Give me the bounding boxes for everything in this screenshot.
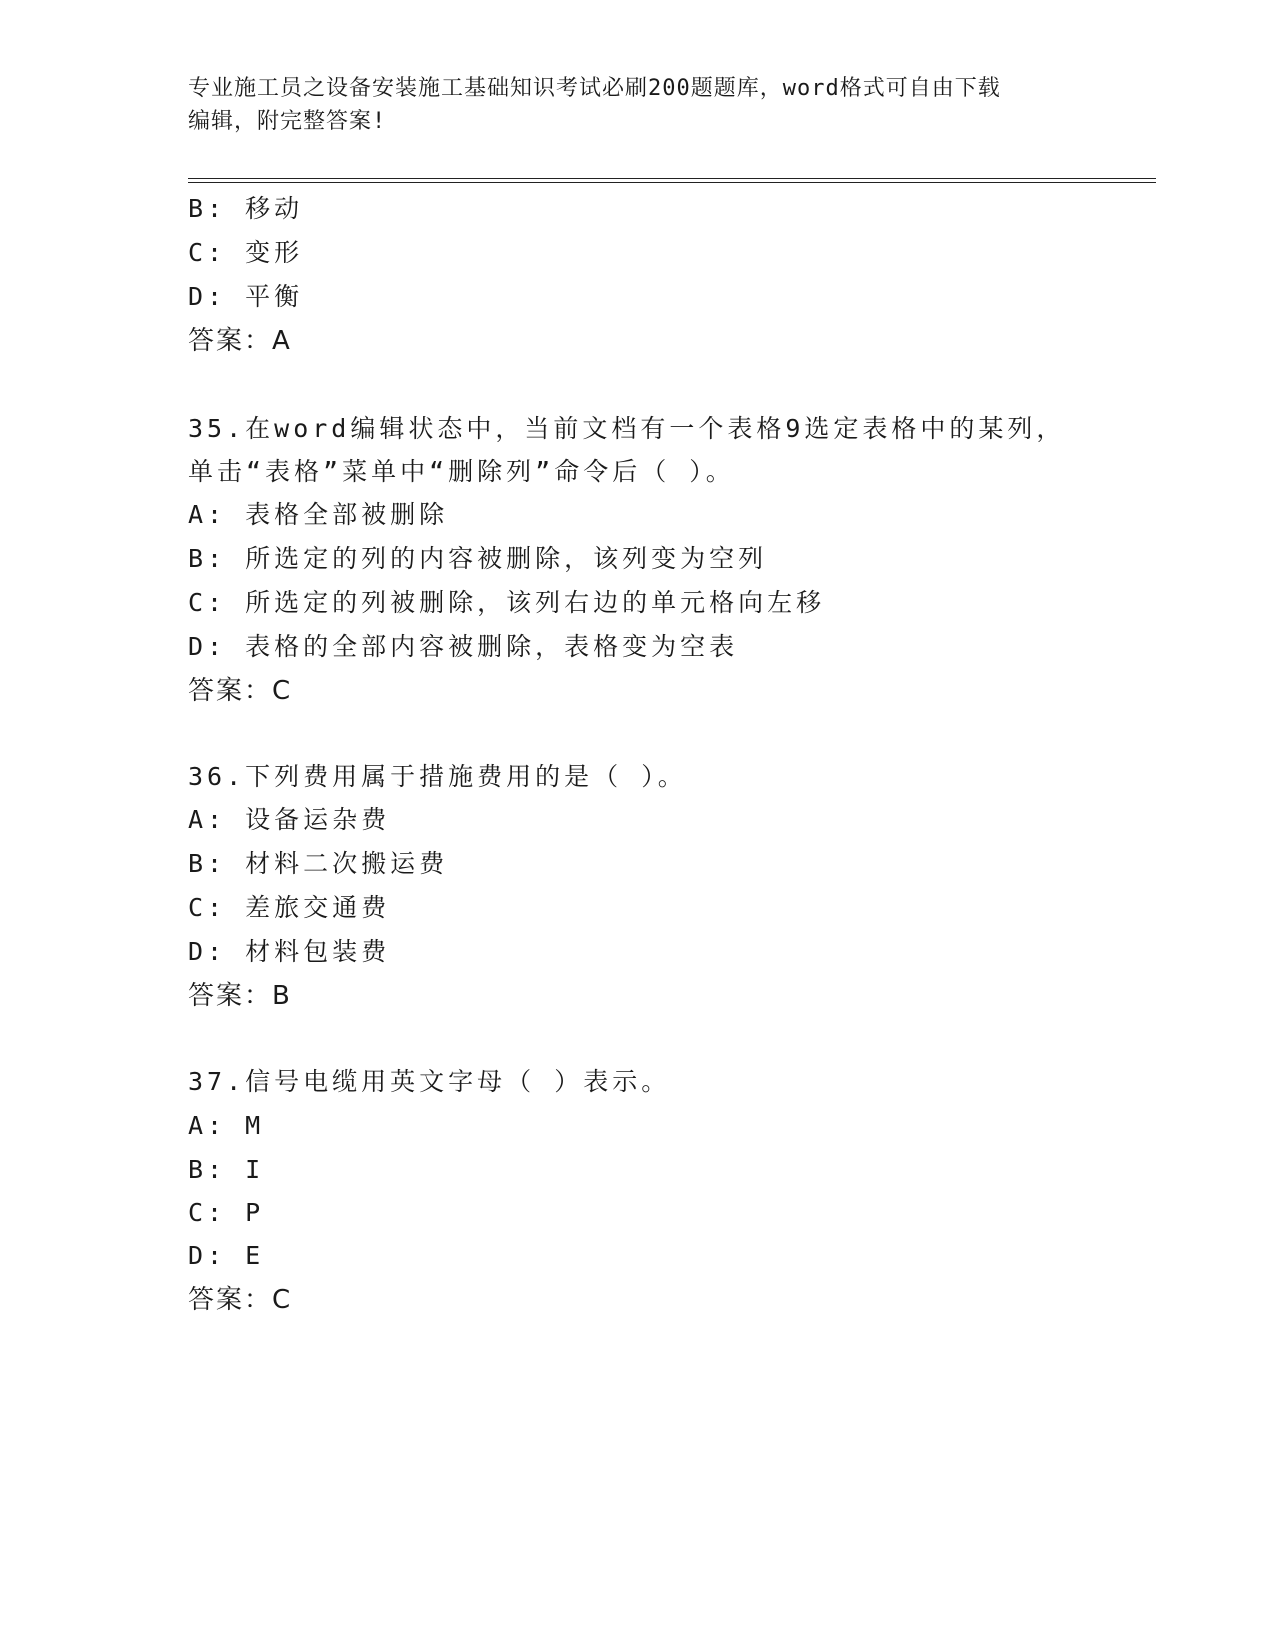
header-divider-top (188, 178, 1156, 179)
q34-option-d: D: 平衡 (188, 282, 304, 311)
document-header (188, 72, 1088, 138)
q37-stem: 37.信号电缆用英文字母（ ）表示。 (188, 1067, 671, 1096)
header-divider-bottom (188, 182, 1156, 183)
q37-option-c: C: P (188, 1198, 265, 1227)
q37-answer: 答案：C (188, 1285, 293, 1315)
q34-answer: 答案：A (188, 326, 292, 356)
q37-option-a: A: M (188, 1111, 265, 1140)
q35-option-d: D: 表格的全部内容被删除，表格变为空表 (188, 632, 739, 661)
q35-stem-line-2: 单击“表格”菜单中“删除列”命令后（ ）。 (188, 457, 735, 486)
q36-stem: 36.下列费用属于措施费用的是（ ）。 (188, 762, 687, 791)
header-title-line-1: 专业施工员之设备安装施工基础知识考试必刷200题题库，word格式可自由下载 (188, 76, 1001, 101)
q35-option-b: B: 所选定的列的内容被删除，该列变为空列 (188, 544, 768, 573)
header-title-line-2: 编辑，附完整答案! (188, 109, 387, 134)
q36-option-a: A: 设备运杂费 (188, 805, 391, 834)
q34-option-b: B: 移动 (188, 194, 304, 223)
q35-option-a: A: 表格全部被删除 (188, 500, 449, 529)
q36-option-c: C: 差旅交通费 (188, 893, 391, 922)
q35-option-c: C: 所选定的列被删除，该列右边的单元格向左移 (188, 588, 826, 617)
q36-option-d: D: 材料包装费 (188, 937, 391, 966)
q35-stem-line-1: 35.在word编辑状态中，当前文档有一个表格9选定表格中的某列， (188, 414, 1066, 443)
q36-answer: 答案：B (188, 981, 292, 1011)
q37-option-d: D: E (188, 1241, 265, 1270)
q36-option-b: B: 材料二次搬运费 (188, 849, 449, 878)
q35-answer: 答案：C (188, 676, 293, 706)
q37-option-b: B: I (188, 1155, 265, 1184)
q34-option-c: C: 变形 (188, 238, 304, 267)
